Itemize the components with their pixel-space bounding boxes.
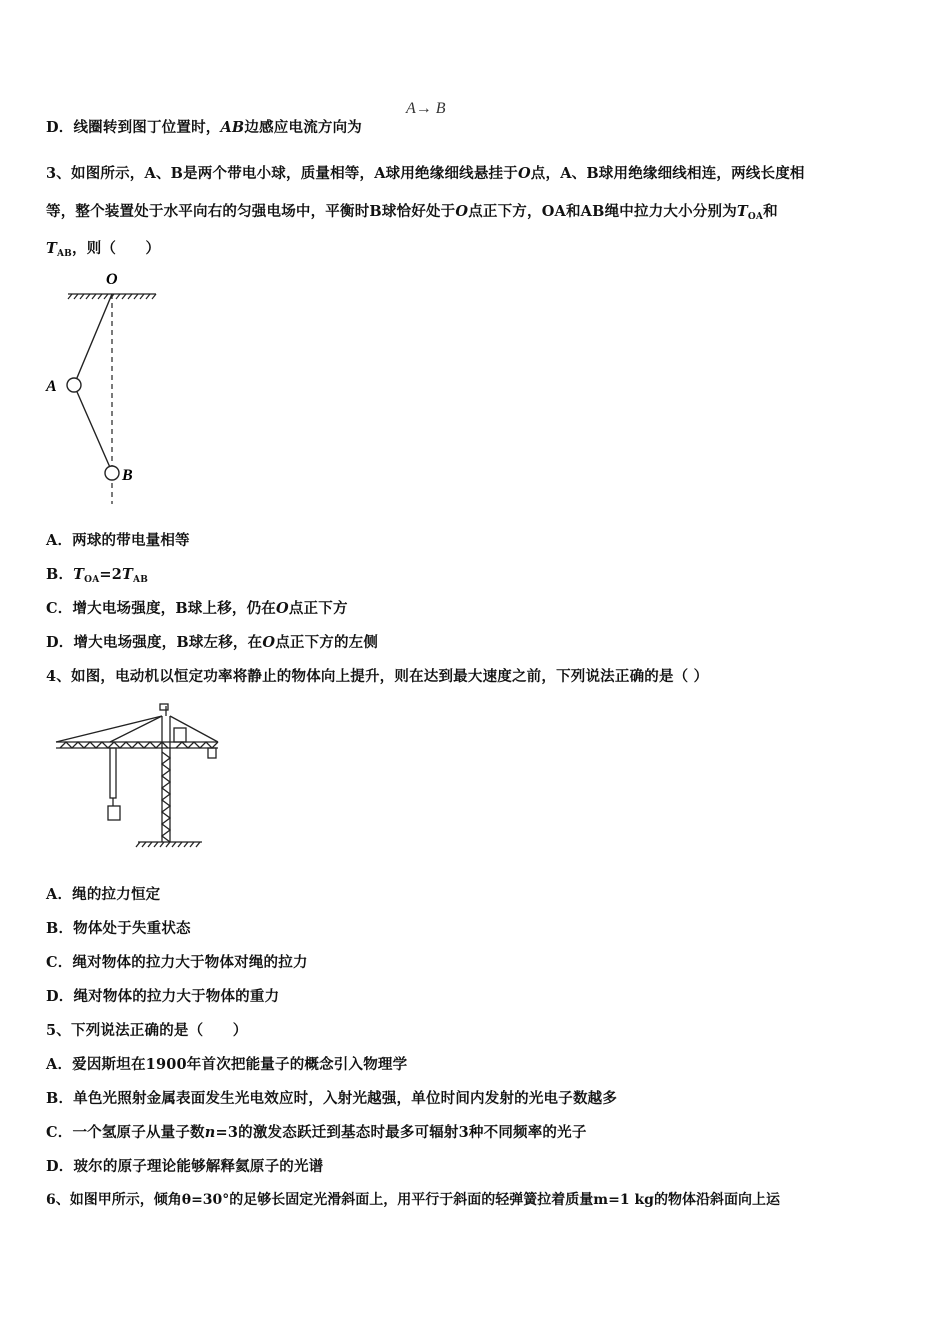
crane-load xyxy=(108,806,120,820)
string-ab xyxy=(74,385,112,472)
q3-pendulum-figure xyxy=(40,266,170,506)
q3-option-c: C．增大电场强度，B球上移，仍在O点正下方 xyxy=(46,600,348,617)
label-o: O xyxy=(106,271,118,288)
q2-current-direction-math: A→ B xyxy=(406,100,446,117)
q4-option-b: B．物体处于失重状态 xyxy=(46,920,191,937)
q2-option-d: D．线圈转到图丁位置时，AB边感应电流方向为 xyxy=(46,119,362,136)
crane-jib-truss xyxy=(60,742,218,748)
crane-counterweight xyxy=(208,748,216,758)
crane-cable-left xyxy=(56,716,162,742)
string-oa xyxy=(74,294,112,385)
crane-cab xyxy=(174,728,186,742)
crane-cable-right xyxy=(170,716,218,742)
crane-tower-truss xyxy=(162,752,170,842)
q4-crane-figure xyxy=(50,702,230,854)
ball-a xyxy=(67,378,81,392)
crane-ground-hatching xyxy=(136,842,200,847)
q3-option-d: D．增大电场强度，B球左移，在O点正下方的左侧 xyxy=(46,634,379,651)
q3-stem-line-2: 等，整个装置处于水平向右的匀强电场中，平衡时B球恰好处于O点正下方，OA和AB绳中拉力大小分别为$T_{OA}$和 xyxy=(46,203,778,222)
crane-cable-mid xyxy=(110,716,162,742)
q4-option-c: C．绳对物体的拉力大于物体对绳的拉力 xyxy=(46,954,308,971)
q3-option-b: B．$T_{OA}=2T_{AB}$ xyxy=(46,566,149,585)
q3-option-a: A．两球的带电量相等 xyxy=(46,532,190,549)
crane-trolley xyxy=(110,748,116,798)
q5-option-d: D．玻尔的原子理论能够解释氦原子的光谱 xyxy=(46,1158,324,1175)
q4-option-a: A．绳的拉力恒定 xyxy=(46,886,161,903)
q3-stem-line-3: $T_{AB}$，则（ ） xyxy=(46,240,161,259)
q5-stem: 5、下列说法正确的是（ ） xyxy=(46,1022,248,1039)
q5-option-a: A．爱因斯坦在1900年首次把能量子的概念引入物理学 xyxy=(46,1056,408,1073)
q3-stem-line-1: 3、如图所示，A、B是两个带电小球，质量相等，A球用绝缘细线悬挂于O点，A、B球用绝缘细线相连，两线长度相 xyxy=(46,165,805,182)
q4-option-d: D．绳对物体的拉力大于物体的重力 xyxy=(46,988,280,1005)
q5-option-b: B．单色光照射金属表面发生光电效应时，入射光越强，单位时间内发射的光电子数越多 xyxy=(46,1090,618,1107)
q5-option-c: C．一个氢原子从量子数n=3的激发态跃迁到基态时最多可辐射3种不同频率的光子 xyxy=(46,1124,587,1141)
q6-stem: 6、如图甲所示，倾角θ=30°的足够长固定光滑斜面上，用平行于斜面的轻弹簧拉着质量m=1 kg的物体沿斜面向上运 xyxy=(46,1192,780,1208)
ball-b xyxy=(105,466,119,480)
label-b: B xyxy=(122,467,133,484)
q4-stem: 4、如图，电动机以恒定功率将静止的物体向上提升，则在达到最大速度之前，下列说法正确的是（ ） xyxy=(46,668,709,685)
crane-top-box xyxy=(160,704,168,710)
label-a: A xyxy=(46,378,57,395)
